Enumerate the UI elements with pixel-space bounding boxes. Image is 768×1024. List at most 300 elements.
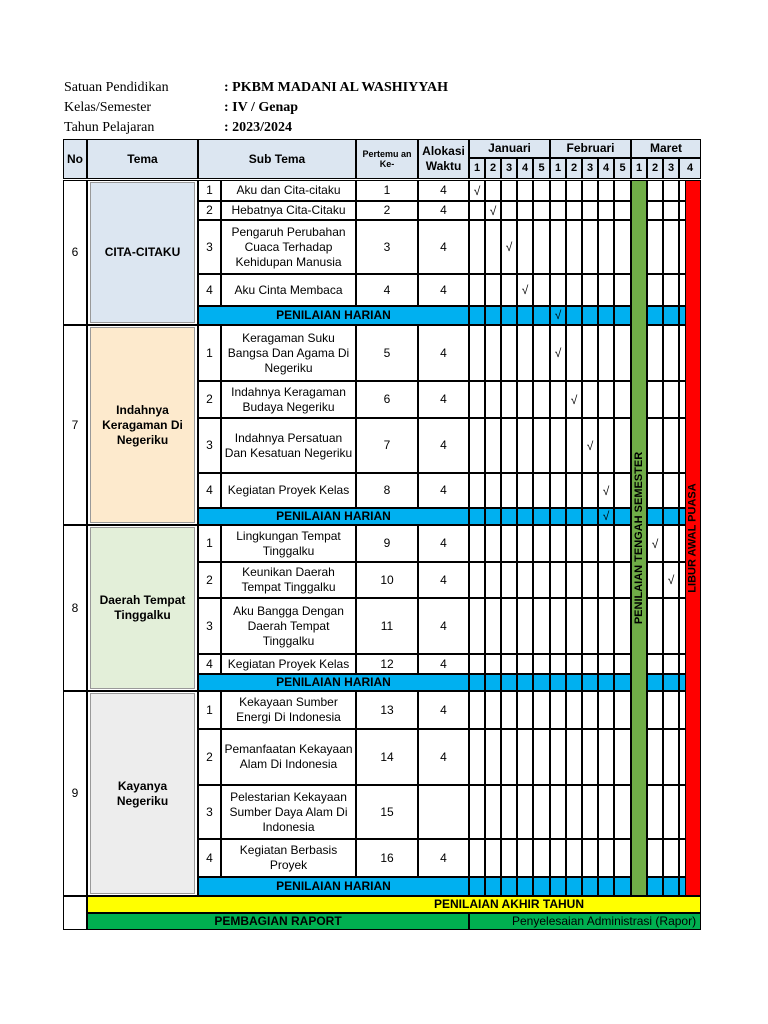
ph-week-cell bbox=[550, 674, 566, 691]
check-mark: √ bbox=[505, 240, 513, 254]
ph-week-cell bbox=[517, 877, 533, 896]
week-cell bbox=[501, 598, 517, 654]
col-sub-tema: Sub Tema bbox=[198, 139, 356, 179]
sub-no: 1 bbox=[198, 325, 221, 381]
week-cell bbox=[550, 201, 566, 220]
week-cell bbox=[485, 785, 501, 839]
week-cell bbox=[647, 274, 663, 306]
week-cell bbox=[598, 418, 614, 473]
col-tema: Tema bbox=[87, 139, 198, 179]
col-alokasi: Alokasi Waktu bbox=[418, 139, 469, 179]
week-cell bbox=[517, 525, 533, 562]
week-cell bbox=[582, 525, 598, 562]
week-cell bbox=[533, 220, 550, 274]
week-header: 4 bbox=[598, 158, 614, 179]
ph-week-cell bbox=[517, 508, 533, 525]
week-cell bbox=[469, 325, 485, 381]
week-cell bbox=[550, 180, 566, 201]
week-header: 2 bbox=[566, 158, 582, 179]
week-cell bbox=[566, 839, 582, 877]
col-pertemuan: Pertemu an Ke- bbox=[356, 139, 418, 179]
week-cell bbox=[533, 201, 550, 220]
ph-week-cell bbox=[517, 306, 533, 325]
week-cell bbox=[582, 274, 598, 306]
week-cell bbox=[663, 274, 679, 306]
week-cell bbox=[469, 418, 485, 473]
ph-week-cell bbox=[485, 306, 501, 325]
week-cell bbox=[647, 180, 663, 201]
sub-no: 3 bbox=[198, 418, 221, 473]
week-cell bbox=[582, 785, 598, 839]
sub-meet: 8 bbox=[356, 473, 418, 508]
week-cell bbox=[663, 381, 679, 418]
tahun-value: : 2023/2024 bbox=[224, 120, 293, 135]
sub-alloc: 4 bbox=[418, 562, 469, 598]
week-cell bbox=[647, 220, 663, 274]
week-cell bbox=[614, 785, 631, 839]
week-cell bbox=[614, 654, 631, 674]
week-cell bbox=[485, 691, 501, 729]
week-cell bbox=[469, 220, 485, 274]
penilaian-harian-row: PENILAIAN HARIAN bbox=[198, 306, 469, 325]
week-header: 5 bbox=[614, 158, 631, 179]
week-cell bbox=[485, 325, 501, 381]
week-cell bbox=[614, 180, 631, 201]
tahun-label: Tahun Pelajaran bbox=[64, 120, 155, 135]
satuan-label: Satuan Pendidikan bbox=[64, 80, 169, 95]
sub-title: Aku Bangga Dengan Daerah Tempat Tinggalku bbox=[221, 598, 356, 654]
week-cell bbox=[582, 839, 598, 877]
ph-week-cell bbox=[469, 877, 485, 896]
week-cell bbox=[598, 381, 614, 418]
week-cell bbox=[566, 729, 582, 785]
ph-week-cell bbox=[566, 508, 582, 525]
week-cell bbox=[501, 381, 517, 418]
ph-week-cell bbox=[598, 674, 614, 691]
sub-no: 3 bbox=[198, 785, 221, 839]
week-cell bbox=[647, 691, 663, 729]
sub-alloc: 4 bbox=[418, 418, 469, 473]
week-cell bbox=[469, 274, 485, 306]
week-cell bbox=[469, 381, 485, 418]
ph-week-cell bbox=[614, 306, 631, 325]
ph-week-cell bbox=[469, 508, 485, 525]
ph-week-cell bbox=[647, 306, 663, 325]
ph-week-cell bbox=[663, 674, 679, 691]
sub-meet: 16 bbox=[356, 839, 418, 877]
sub-meet: 4 bbox=[356, 274, 418, 306]
week-cell bbox=[647, 562, 663, 598]
sub-title: Pemanfaatan Kekayaan Alam Di Indonesia bbox=[221, 729, 356, 785]
week-cell bbox=[566, 220, 582, 274]
week-cell bbox=[550, 839, 566, 877]
week-cell bbox=[647, 418, 663, 473]
week-cell bbox=[598, 180, 614, 201]
ph-week-cell bbox=[469, 306, 485, 325]
ph-week-cell bbox=[533, 306, 550, 325]
week-cell bbox=[598, 201, 614, 220]
week-cell bbox=[614, 201, 631, 220]
month-maret: Maret bbox=[631, 139, 701, 158]
week-cell bbox=[566, 325, 582, 381]
sub-title: Indahnya Persatuan Dan Kesatuan Negeriku bbox=[221, 418, 356, 473]
bottom-no-cell bbox=[63, 896, 87, 930]
week-header: 2 bbox=[485, 158, 501, 179]
sub-alloc: 4 bbox=[418, 220, 469, 274]
ph-week-cell bbox=[647, 674, 663, 691]
week-cell bbox=[598, 785, 614, 839]
week-cell bbox=[663, 785, 679, 839]
week-cell bbox=[517, 785, 533, 839]
sub-meet: 14 bbox=[356, 729, 418, 785]
ph-week-cell bbox=[566, 674, 582, 691]
ph-week-cell bbox=[533, 508, 550, 525]
week-cell bbox=[533, 525, 550, 562]
ph-week-cell bbox=[582, 306, 598, 325]
sub-no: 2 bbox=[198, 729, 221, 785]
sub-alloc: 4 bbox=[418, 381, 469, 418]
sub-meet: 9 bbox=[356, 525, 418, 562]
week-cell bbox=[663, 654, 679, 674]
sub-meet: 11 bbox=[356, 598, 418, 654]
check-mark: √ bbox=[554, 346, 562, 360]
week-cell bbox=[533, 654, 550, 674]
week-cell bbox=[517, 473, 533, 508]
week-cell bbox=[469, 729, 485, 785]
week-cell bbox=[485, 180, 501, 201]
week-cell bbox=[517, 325, 533, 381]
week-cell bbox=[582, 654, 598, 674]
week-cell bbox=[469, 201, 485, 220]
ph-week-cell bbox=[501, 877, 517, 896]
week-cell bbox=[598, 598, 614, 654]
week-cell bbox=[598, 562, 614, 598]
week-cell bbox=[566, 274, 582, 306]
week-cell bbox=[663, 525, 679, 562]
sub-no: 4 bbox=[198, 654, 221, 674]
col-no: No bbox=[63, 139, 87, 179]
week-cell bbox=[614, 220, 631, 274]
week-cell bbox=[533, 473, 550, 508]
sub-no: 2 bbox=[198, 201, 221, 220]
sub-title: Lingkungan Tempat Tinggalku bbox=[221, 525, 356, 562]
week-cell bbox=[469, 562, 485, 598]
week-header: 5 bbox=[533, 158, 550, 179]
sub-no: 1 bbox=[198, 691, 221, 729]
week-cell bbox=[582, 381, 598, 418]
ph-week-cell bbox=[501, 674, 517, 691]
week-cell bbox=[582, 180, 598, 201]
week-cell bbox=[598, 274, 614, 306]
sub-meet: 7 bbox=[356, 418, 418, 473]
ph-week-cell bbox=[647, 877, 663, 896]
sub-alloc: 4 bbox=[418, 654, 469, 674]
sub-meet: 6 bbox=[356, 381, 418, 418]
sub-meet: 2 bbox=[356, 201, 418, 220]
week-cell bbox=[550, 654, 566, 674]
penilaian-harian-row: PENILAIAN HARIAN bbox=[198, 674, 469, 691]
week-cell bbox=[501, 525, 517, 562]
week-cell bbox=[485, 381, 501, 418]
ph-week-cell bbox=[598, 306, 614, 325]
admin-label: Penyelesaian Administrasi (Rapor) bbox=[512, 914, 697, 928]
week-cell bbox=[485, 839, 501, 877]
week-cell bbox=[533, 598, 550, 654]
week-header: 1 bbox=[550, 158, 566, 179]
sub-title: Kegiatan Berbasis Proyek bbox=[221, 839, 356, 877]
week-cell bbox=[598, 691, 614, 729]
week-cell bbox=[469, 839, 485, 877]
week-cell bbox=[501, 201, 517, 220]
week-cell bbox=[550, 525, 566, 562]
week-header: 4 bbox=[517, 158, 533, 179]
penilaian-harian-row: PENILAIAN HARIAN bbox=[198, 877, 469, 896]
sub-title: Keunikan Daerah Tempat Tinggalku bbox=[221, 562, 356, 598]
week-cell bbox=[501, 785, 517, 839]
week-cell bbox=[582, 729, 598, 785]
week-cell bbox=[614, 691, 631, 729]
week-cell bbox=[647, 654, 663, 674]
theme-name: Indahnya Keragaman Di Negeriku bbox=[90, 327, 195, 523]
ph-week-cell bbox=[550, 877, 566, 896]
week-cell bbox=[485, 418, 501, 473]
week-cell bbox=[647, 839, 663, 877]
week-cell bbox=[614, 418, 631, 473]
week-cell bbox=[517, 201, 533, 220]
week-cell bbox=[566, 562, 582, 598]
check-mark: √ bbox=[570, 392, 578, 407]
week-cell bbox=[533, 785, 550, 839]
week-cell bbox=[582, 325, 598, 381]
theme-name: Kayanya Negeriku bbox=[90, 693, 195, 894]
ph-week-cell bbox=[663, 508, 679, 525]
raport-row bbox=[87, 913, 469, 930]
week-cell bbox=[550, 473, 566, 508]
week-cell bbox=[517, 654, 533, 674]
week-cell bbox=[663, 180, 679, 201]
week-cell bbox=[485, 220, 501, 274]
check-mark: √ bbox=[651, 536, 659, 551]
sub-alloc: 4 bbox=[418, 839, 469, 877]
week-cell bbox=[517, 562, 533, 598]
week-cell bbox=[663, 598, 679, 654]
week-cell bbox=[469, 691, 485, 729]
sub-alloc: 4 bbox=[418, 180, 469, 201]
ph-week-cell bbox=[550, 508, 566, 525]
sub-title: Hebatnya Cita-Citaku bbox=[221, 201, 356, 220]
check-mark: √ bbox=[473, 183, 481, 198]
week-cell bbox=[533, 691, 550, 729]
week-cell bbox=[469, 598, 485, 654]
week-cell bbox=[517, 418, 533, 473]
week-cell bbox=[647, 325, 663, 381]
week-cell bbox=[663, 201, 679, 220]
sub-title: Aku Cinta Membaca bbox=[221, 274, 356, 306]
sub-meet: 5 bbox=[356, 325, 418, 381]
ph-week-cell bbox=[614, 877, 631, 896]
sub-alloc bbox=[418, 785, 469, 839]
ph-week-cell: √ bbox=[550, 306, 566, 325]
week-cell bbox=[598, 839, 614, 877]
week-cell bbox=[566, 201, 582, 220]
sub-no: 4 bbox=[198, 473, 221, 508]
week-cell bbox=[582, 220, 598, 274]
sub-title: Kegiatan Proyek Kelas bbox=[221, 473, 356, 508]
week-cell bbox=[501, 473, 517, 508]
kelas-value: : IV / Genap bbox=[224, 100, 299, 115]
week-cell bbox=[614, 562, 631, 598]
week-cell bbox=[566, 525, 582, 562]
satuan-value: : PKBM MADANI AL WASHIYYAH bbox=[224, 80, 449, 95]
ph-week-cell bbox=[485, 508, 501, 525]
week-cell bbox=[566, 654, 582, 674]
week-cell bbox=[598, 729, 614, 785]
week-cell bbox=[647, 729, 663, 785]
ph-week-cell bbox=[566, 877, 582, 896]
sub-title: Keragaman Suku Bangsa Dan Agama Di Negeriku bbox=[221, 325, 356, 381]
week-cell bbox=[663, 418, 679, 473]
week-cell bbox=[582, 691, 598, 729]
sub-title: Pengaruh Perubahan Cuaca Terhadap Kehidupan Manusia bbox=[221, 220, 356, 274]
week-cell bbox=[533, 381, 550, 418]
week-header: 4 bbox=[679, 158, 701, 179]
week-cell bbox=[469, 785, 485, 839]
sub-no: 2 bbox=[198, 381, 221, 418]
week-cell bbox=[517, 381, 533, 418]
week-cell bbox=[598, 654, 614, 674]
check-mark: √ bbox=[489, 203, 497, 218]
theme-no: 9 bbox=[63, 691, 87, 896]
week-cell bbox=[663, 729, 679, 785]
week-cell bbox=[550, 381, 566, 418]
week-cell bbox=[517, 598, 533, 654]
sub-alloc: 4 bbox=[418, 729, 469, 785]
week-cell bbox=[663, 220, 679, 274]
theme-no: 6 bbox=[63, 180, 87, 325]
ph-week-cell bbox=[566, 306, 582, 325]
week-cell bbox=[533, 562, 550, 598]
week-header: 2 bbox=[647, 158, 663, 179]
week-cell bbox=[598, 525, 614, 562]
ph-week-cell bbox=[663, 306, 679, 325]
check-mark: √ bbox=[586, 438, 594, 453]
week-cell bbox=[647, 785, 663, 839]
week-cell bbox=[501, 274, 517, 306]
week-cell bbox=[517, 220, 533, 274]
sub-title: Indahnya Keragaman Budaya Negeriku bbox=[221, 381, 356, 418]
week-cell bbox=[485, 473, 501, 508]
week-cell bbox=[501, 180, 517, 201]
week-cell bbox=[469, 473, 485, 508]
week-cell bbox=[566, 473, 582, 508]
week-cell bbox=[550, 274, 566, 306]
sub-title: Kekayaan Sumber Energi Di Indonesia bbox=[221, 691, 356, 729]
sub-meet: 3 bbox=[356, 220, 418, 274]
month-januari: Januari bbox=[469, 139, 550, 158]
week-cell bbox=[647, 381, 663, 418]
week-cell bbox=[469, 525, 485, 562]
week-cell bbox=[614, 381, 631, 418]
week-cell bbox=[485, 274, 501, 306]
penilaian-harian-row: PENILAIAN HARIAN bbox=[198, 508, 469, 525]
sub-title: Kegiatan Proyek Kelas bbox=[221, 654, 356, 674]
week-cell bbox=[501, 418, 517, 473]
week-cell bbox=[647, 201, 663, 220]
ph-week-cell bbox=[582, 508, 598, 525]
check-mark: √ bbox=[602, 483, 610, 498]
sub-no: 1 bbox=[198, 525, 221, 562]
week-cell bbox=[582, 598, 598, 654]
week-cell bbox=[485, 729, 501, 785]
ph-week-cell bbox=[517, 674, 533, 691]
week-cell bbox=[566, 691, 582, 729]
sub-alloc: 4 bbox=[418, 201, 469, 220]
week-cell bbox=[566, 180, 582, 201]
week-cell bbox=[550, 691, 566, 729]
week-cell bbox=[582, 201, 598, 220]
sub-meet: 13 bbox=[356, 691, 418, 729]
week-cell bbox=[663, 473, 679, 508]
week-header: 3 bbox=[663, 158, 679, 179]
week-cell bbox=[550, 562, 566, 598]
libur-bar bbox=[685, 180, 701, 896]
week-cell bbox=[566, 418, 582, 473]
ph-week-cell bbox=[501, 508, 517, 525]
ph-week-cell bbox=[663, 877, 679, 896]
week-cell bbox=[550, 418, 566, 473]
sub-alloc: 4 bbox=[418, 525, 469, 562]
week-cell bbox=[469, 654, 485, 674]
sub-alloc: 4 bbox=[418, 473, 469, 508]
sub-meet: 12 bbox=[356, 654, 418, 674]
theme-no: 7 bbox=[63, 325, 87, 525]
week-cell bbox=[550, 220, 566, 274]
week-cell bbox=[663, 839, 679, 877]
week-cell bbox=[501, 839, 517, 877]
week-cell bbox=[501, 562, 517, 598]
week-cell bbox=[485, 525, 501, 562]
week-cell bbox=[533, 180, 550, 201]
pat-row bbox=[87, 896, 701, 913]
ph-week-cell bbox=[582, 877, 598, 896]
ph-week-cell bbox=[598, 877, 614, 896]
week-cell bbox=[614, 729, 631, 785]
sub-no: 3 bbox=[198, 220, 221, 274]
week-header: 3 bbox=[582, 158, 598, 179]
week-cell bbox=[517, 691, 533, 729]
sub-alloc: 4 bbox=[418, 691, 469, 729]
week-cell bbox=[501, 325, 517, 381]
theme-name: CITA-CITAKU bbox=[90, 182, 195, 323]
week-cell bbox=[566, 598, 582, 654]
raport-label: PEMBAGIAN RAPORT bbox=[214, 914, 342, 928]
week-cell bbox=[663, 691, 679, 729]
sub-title: Aku dan Cita-citaku bbox=[221, 180, 356, 201]
ph-week-cell bbox=[485, 877, 501, 896]
week-cell bbox=[614, 473, 631, 508]
libur-label: LIBUR AWAL PUASA bbox=[687, 483, 699, 593]
week-cell bbox=[582, 562, 598, 598]
week-cell bbox=[614, 839, 631, 877]
sub-no: 4 bbox=[198, 274, 221, 306]
ph-week-cell bbox=[469, 674, 485, 691]
sub-meet: 10 bbox=[356, 562, 418, 598]
ph-week-cell bbox=[533, 674, 550, 691]
pat-label: PENILAIAN AKHIR TAHUN bbox=[434, 897, 584, 911]
week-cell bbox=[485, 654, 501, 674]
ph-week-cell bbox=[501, 306, 517, 325]
sub-meet: 15 bbox=[356, 785, 418, 839]
